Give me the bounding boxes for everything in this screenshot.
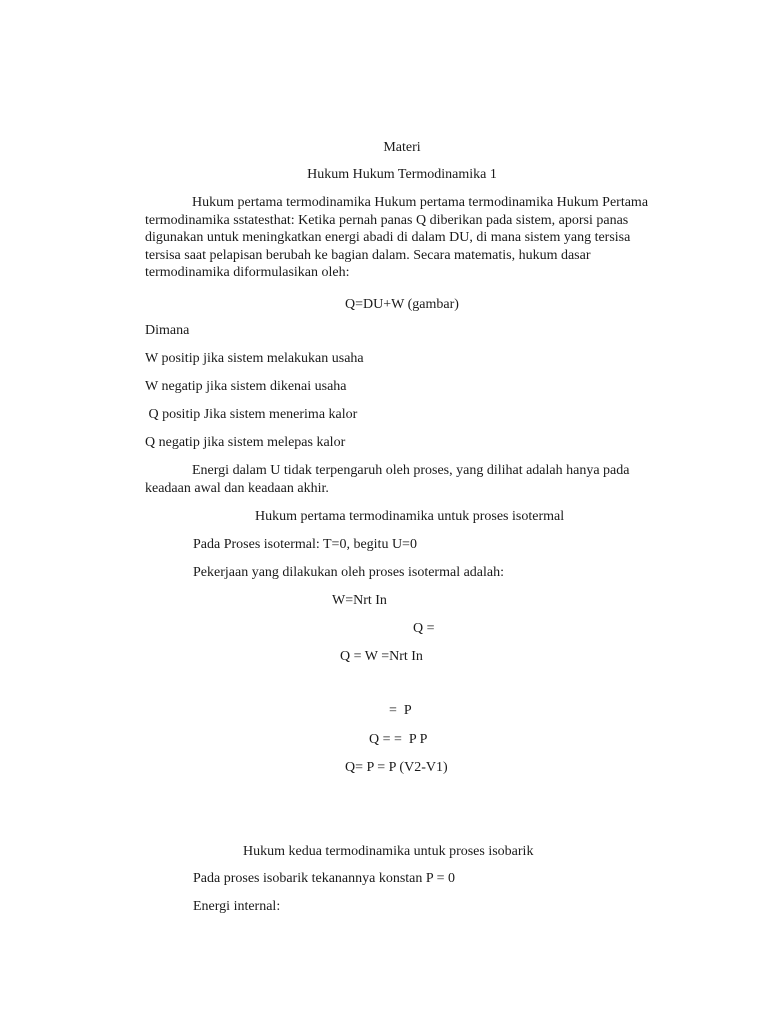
equation-p: = P <box>389 703 412 718</box>
isobaric-line: Pada proses isobarik tekanannya konstan P = 0 <box>193 871 456 886</box>
condition-item: Q negatip jika sistem melepas kalor <box>145 435 346 450</box>
formula-main: Q=DU+W (gambar) <box>345 297 459 312</box>
document-title: Materi <box>383 140 421 155</box>
isothermal-heading: Hukum pertama termodinamika untuk proses isotermal <box>255 509 565 524</box>
energy-paragraph: Energi dalam U tidak terpengaruh oleh proses, yang dilihat adalah hanya pada keadaan awal dan keadaan akhir. <box>145 463 630 496</box>
intro-paragraph: Hukum pertama termodinamika Hukum pertama termodinamika Hukum Pertama termodinamika sstatesthat: Ketika pernah panas Q diberikan pada sistem, aporsi panas digunakan untuk meningkatkan energi abadi di dalam DU, di mana sistem yang tersisa tersisa saat pelapisan berubah ke bagian dalam. Secara matematis, hukum dasar termodinamika diformulasikan oleh: <box>145 195 649 280</box>
equation-q-w: Q = W =Nrt In <box>340 649 423 664</box>
equation-q-final: Q= P = P (V2-V1) <box>345 760 448 775</box>
equation-q-pp: Q = = P P <box>369 732 428 747</box>
dimana-label: Dimana <box>145 323 190 338</box>
isobaric-heading: Hukum kedua termodinamika untuk proses isobarik <box>243 844 534 859</box>
document-subtitle: Hukum Hukum Termodinamika 1 <box>307 167 497 182</box>
isothermal-line: Pekerjaan yang dilakukan oleh proses isotermal adalah: <box>193 565 505 580</box>
equation-q-blank: Q = <box>413 621 435 636</box>
condition-item: Q positip Jika sistem menerima kalor <box>145 407 358 422</box>
isothermal-line: Pada Proses isotermal: T=0, begitu U=0 <box>193 537 417 552</box>
condition-item: W negatip jika sistem dikenai usaha <box>145 379 347 394</box>
isobaric-line: Energi internal: <box>193 899 281 914</box>
condition-item: W positip jika sistem melakukan usaha <box>145 351 364 366</box>
equation-w: W=Nrt In <box>332 593 387 608</box>
